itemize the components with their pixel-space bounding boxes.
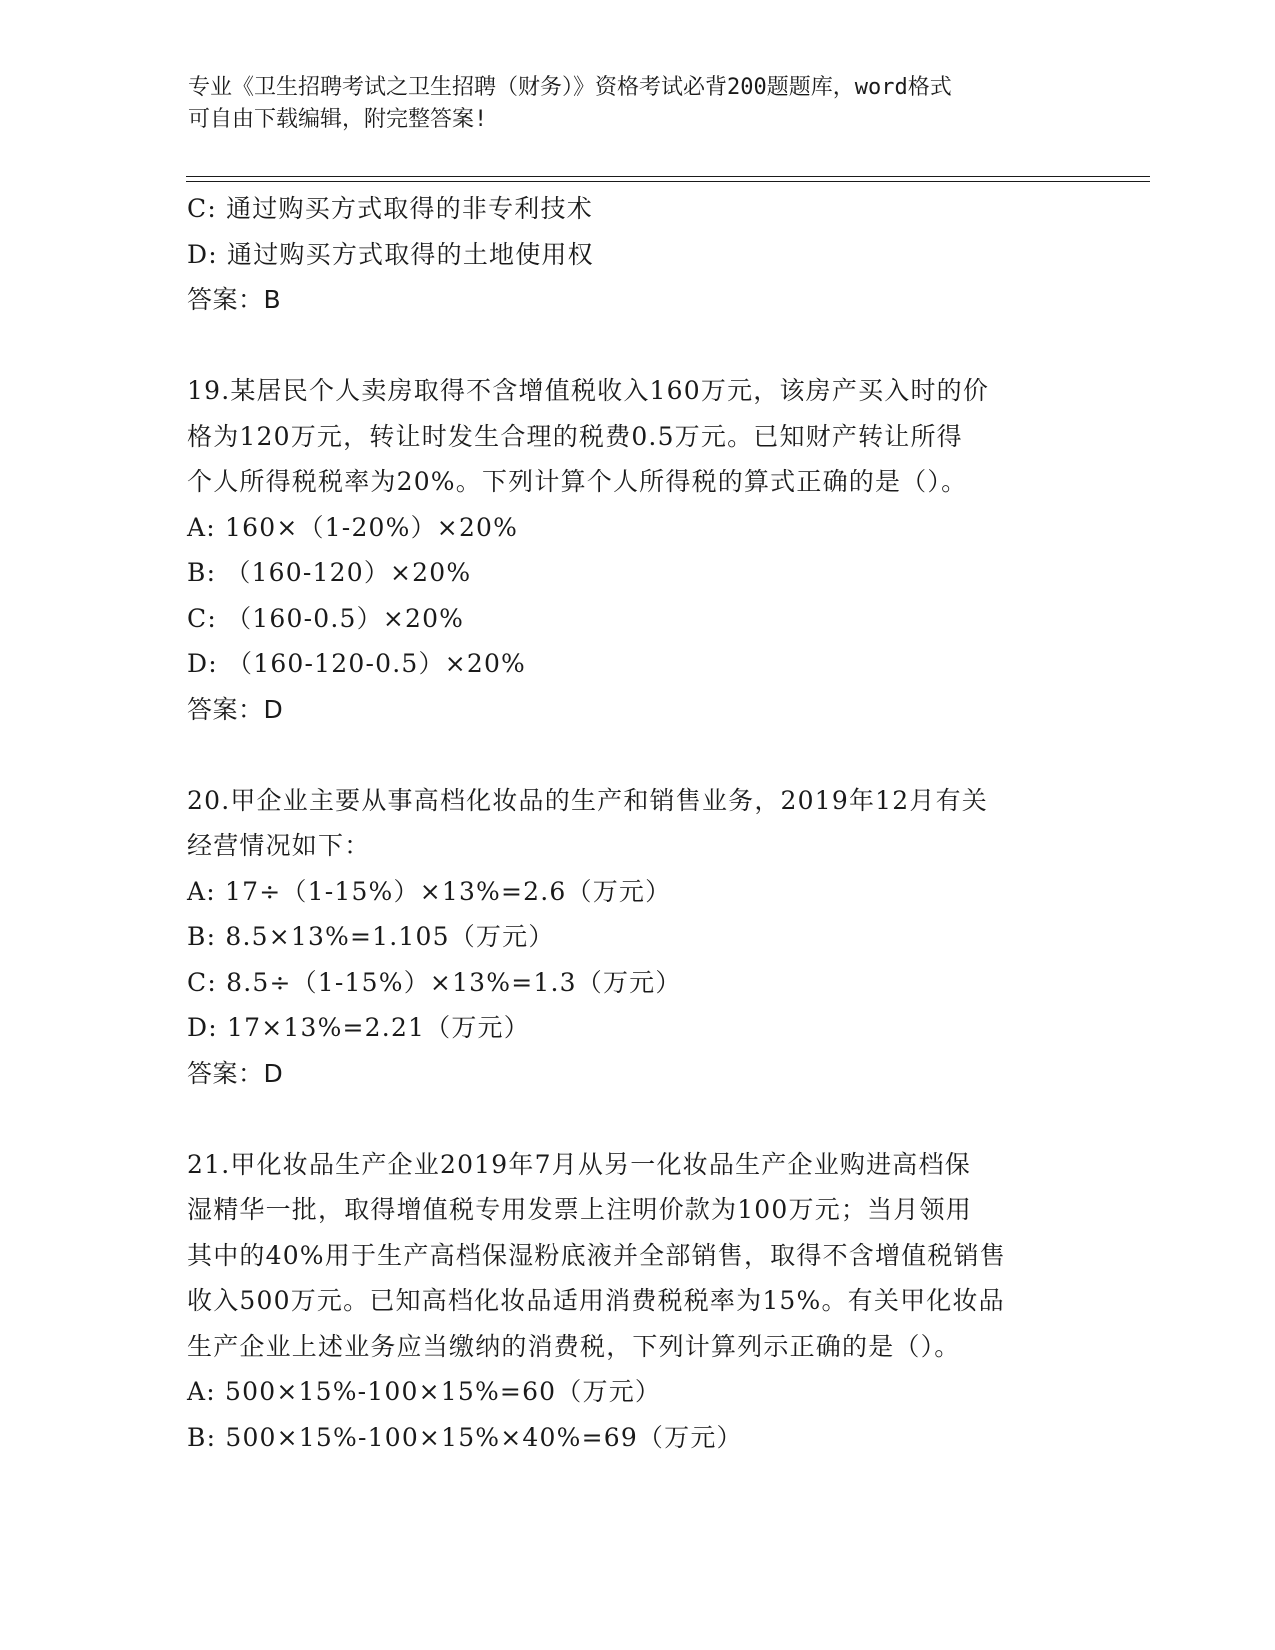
question-21 bbox=[187, 1142, 1087, 1461]
question-19 bbox=[187, 368, 1087, 732]
document-header bbox=[188, 72, 1068, 136]
spacer bbox=[187, 323, 1087, 369]
answer-line: 答案：D bbox=[187, 694, 284, 724]
option-d: D: （160-120-0.5）×20% bbox=[187, 649, 527, 678]
question-stem-line: 湿精华一批，取得增值税专用发票上注明价款为100万元；当月领用 bbox=[187, 1195, 972, 1224]
option-c: C: 8.5÷（1-15%）×13%=1.3（万元） bbox=[187, 967, 682, 997]
document-body bbox=[187, 186, 1087, 1460]
question-stem-line: 19.某居民个人卖房取得不含增值税收入160万元，该房产买入时的价 bbox=[187, 376, 990, 405]
option-c: C: （160-0.5）×20% bbox=[187, 603, 465, 633]
question-20 bbox=[187, 778, 1087, 1097]
question-stem-line: 其中的40%用于生产高档保湿粉底液并全部销售，取得不含增值税销售 bbox=[187, 1240, 1006, 1270]
spacer bbox=[187, 1096, 1087, 1142]
option-d: D: 17×13%=2.21（万元） bbox=[187, 1013, 530, 1042]
question-stem-line: 经营情况如下： bbox=[187, 831, 371, 860]
answer-line: 答案：D bbox=[187, 1058, 284, 1088]
question-stem-line: 21.甲化妆品生产企业2019年7月从另一化妆品生产企业购进高档保 bbox=[187, 1149, 971, 1179]
option-a: A: 500×15%-100×15%=60（万元） bbox=[187, 1377, 662, 1406]
option-a: A: 160×（1-20%）×20% bbox=[187, 512, 519, 542]
option-b: B: （160-120）×20% bbox=[187, 558, 472, 587]
option-b: B: 500×15%-100×15%×40%=69（万元） bbox=[187, 1422, 743, 1452]
question-stem-line: 格为120万元，转让时发生合理的税费0.5万元。已知财产转让所得 bbox=[187, 421, 963, 451]
question-stem-line: 20.甲企业主要从事高档化妆品的生产和销售业务，2019年12月有关 bbox=[187, 785, 988, 815]
option-a: A: 17÷（1-15%）×13%=2.6（万元） bbox=[187, 876, 672, 906]
spacer bbox=[187, 732, 1087, 778]
question-18-continued bbox=[187, 186, 1087, 323]
question-stem-line: 收入500万元。已知高档化妆品适用消费税税率为15%。有关甲化妆品 bbox=[187, 1286, 1005, 1315]
answer-line: 答案：B bbox=[187, 285, 282, 314]
option-b: B: 8.5×13%=1.105（万元） bbox=[187, 922, 555, 951]
option-c: C: 通过购买方式取得的非专利技术 bbox=[187, 194, 593, 223]
header-divider-top bbox=[186, 176, 1150, 177]
header-title-line-2: 可自由下载编辑，附完整答案! bbox=[188, 107, 488, 132]
header-title-line-1: 专业《卫生招聘考试之卫生招聘（财务）》资格考试必背200题题库，word格式 bbox=[188, 75, 952, 100]
header-divider-bottom bbox=[186, 181, 1150, 182]
option-d: D: 通过购买方式取得的土地使用权 bbox=[187, 239, 594, 269]
question-stem-line: 生产企业上述业务应当缴纳的消费税，下列计算列示正确的是（）。 bbox=[187, 1331, 961, 1361]
question-stem-line: 个人所得税税率为20%。下列计算个人所得税的算式正确的是（）。 bbox=[187, 467, 968, 496]
